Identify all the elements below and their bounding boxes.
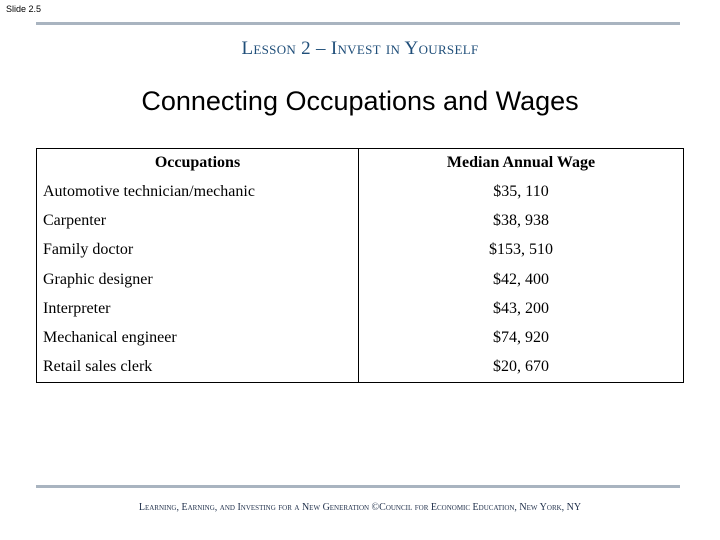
wage-cell: $74, 920 <box>493 329 549 347</box>
occupation-cell: Mechanical engineer <box>37 323 359 352</box>
table-row <box>37 294 684 323</box>
wage-cell: $20, 670 <box>493 358 549 376</box>
table-row <box>37 265 684 294</box>
table-header-row <box>37 149 684 178</box>
wages-table <box>36 148 684 383</box>
header-divider <box>36 22 680 25</box>
footer-credit: Learning, Earning, and Investing for a New Generation ©Council for Economic Education, New York, NY <box>138 502 582 513</box>
occupation-cell: Automotive technician/mechanic <box>37 177 359 206</box>
median-wage-header: Median Annual Wage <box>446 154 596 171</box>
occupation-cell: Carpenter <box>37 206 359 235</box>
table-row <box>37 353 684 383</box>
wage-cell: $42, 400 <box>493 270 549 288</box>
footer-divider <box>36 485 680 488</box>
table-row <box>37 323 684 352</box>
occupation-cell: Graphic designer <box>37 265 359 294</box>
table-row <box>37 206 684 235</box>
wage-cell: $35, 110 <box>493 182 549 200</box>
occupation-cell: Retail sales clerk <box>37 353 359 383</box>
occupations-header: Occupations <box>37 149 359 178</box>
occupation-cell: Family doctor <box>37 236 359 265</box>
table-row <box>37 177 684 206</box>
wage-cell: $43, 200 <box>493 299 549 317</box>
table-row <box>37 236 684 265</box>
wage-cell: $38, 938 <box>493 211 549 229</box>
lesson-title: Lesson 2 – Invest in Yourself <box>241 38 479 59</box>
wage-cell: $153, 510 <box>489 241 553 259</box>
slide-number: Slide 2.5 <box>6 4 42 14</box>
occupation-cell: Interpreter <box>37 294 359 323</box>
page-title: Connecting Occupations and Wages <box>141 86 579 116</box>
